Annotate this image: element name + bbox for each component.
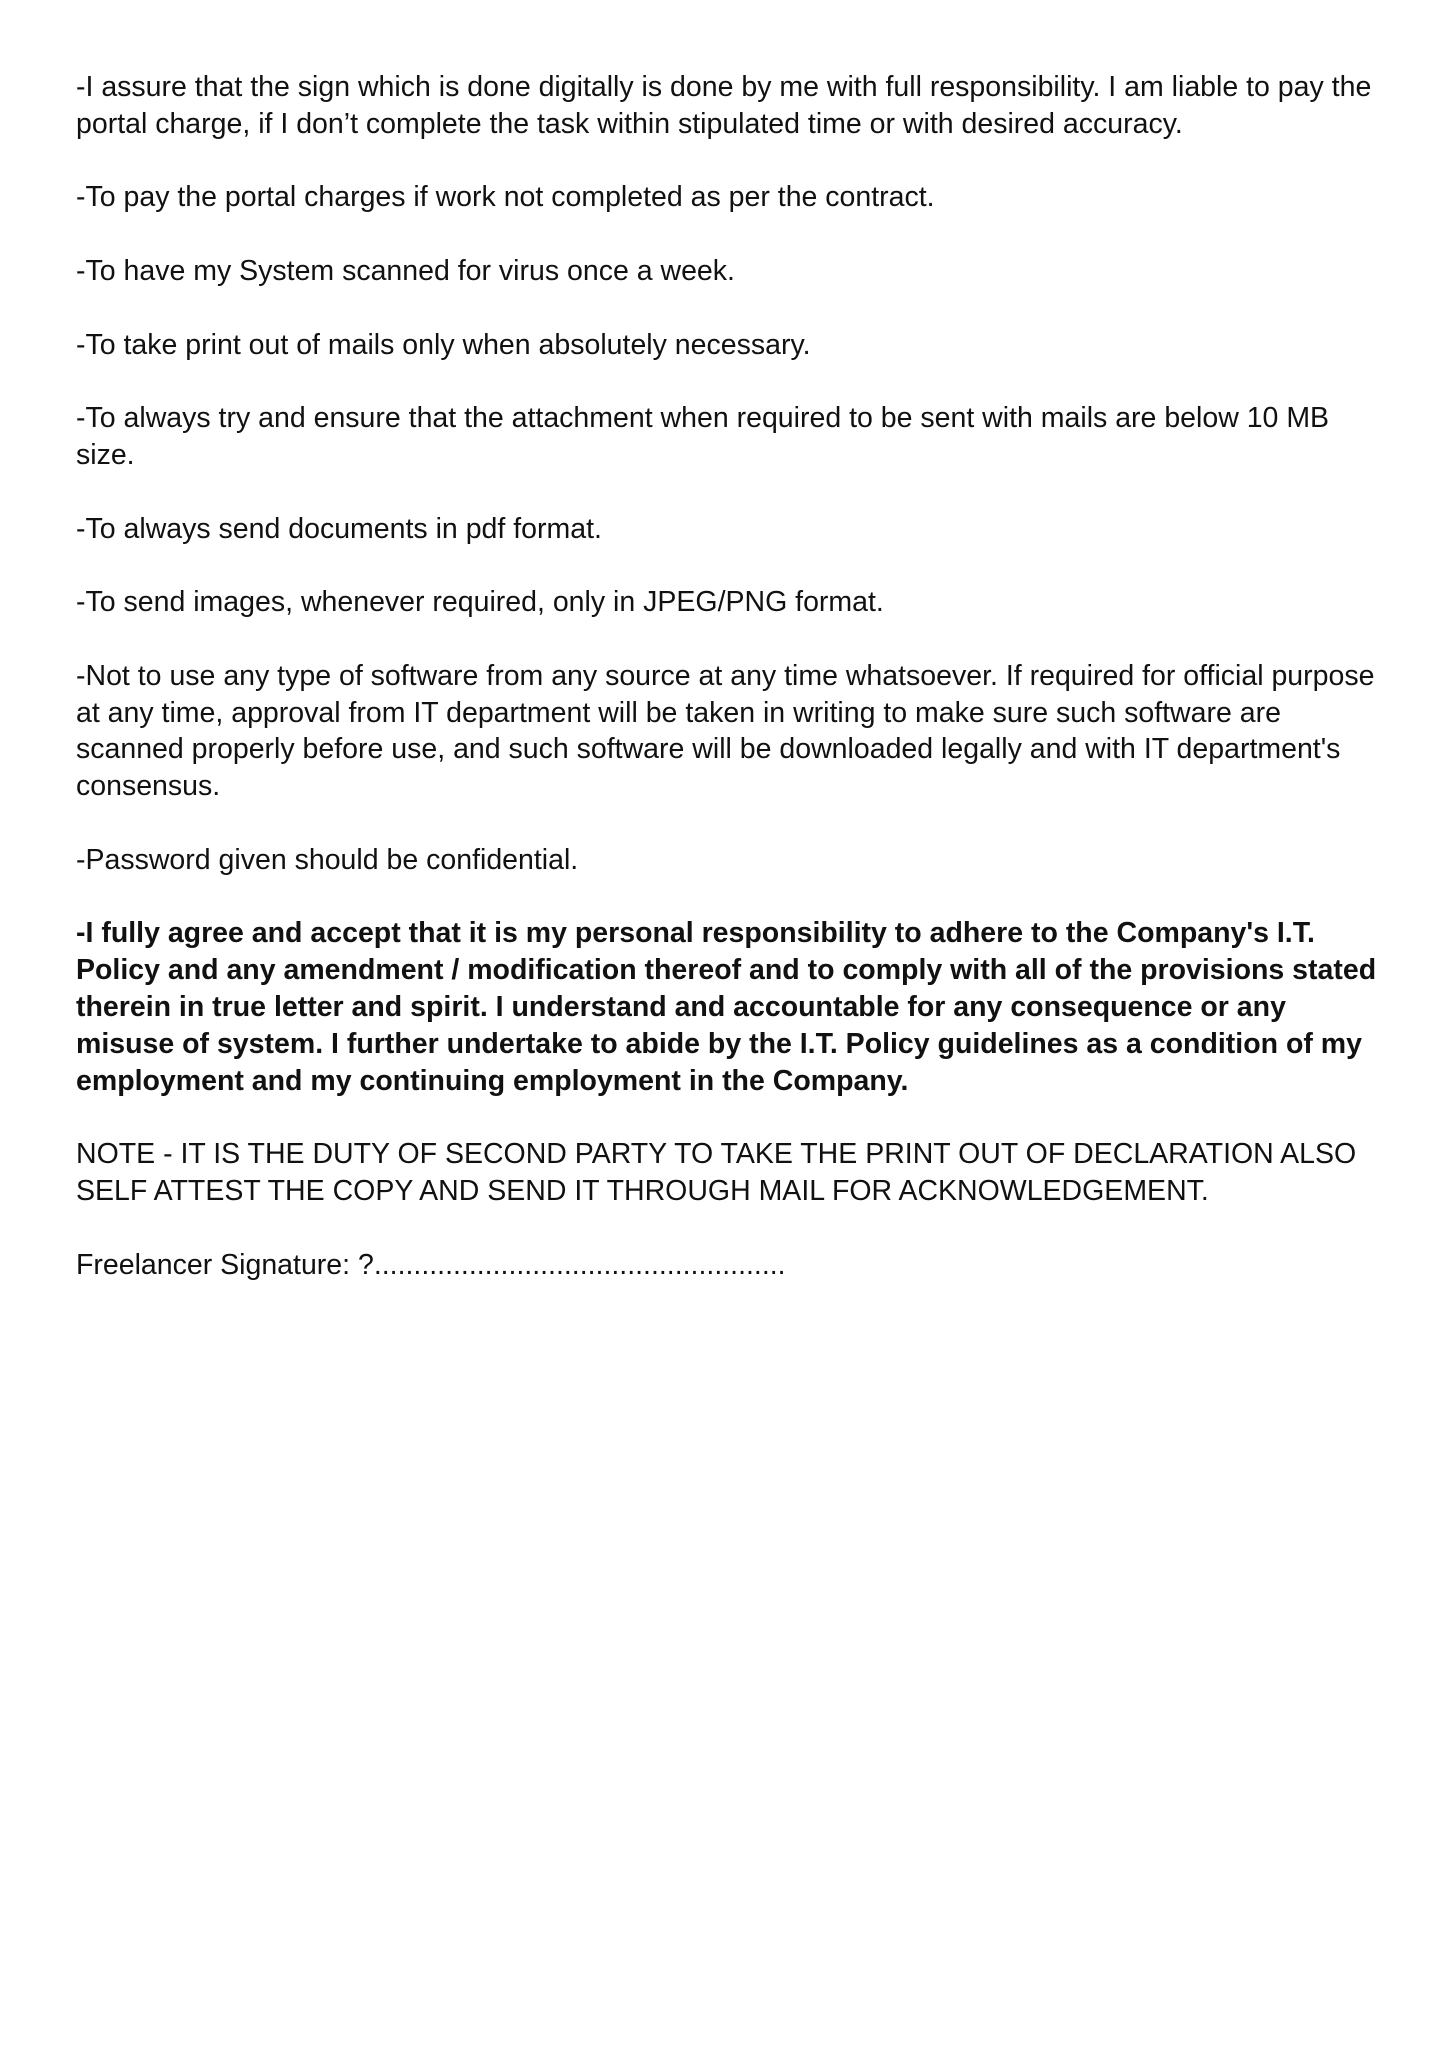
clause-software-use: -Not to use any type of software from any source at any time whatsoever. If required for official purpose at any time, approval from IT department will be taken in writing to make sure such software are scanned properly before use, and such software will be downloaded legally and with IT department's consensus. [76,659,1375,803]
signature-line: Freelancer Signature: ?.................................................... [76,1248,786,1281]
document-body [76,69,1386,1320]
clause-attachment-size: -To always try and ensure that the attachment when required to be sent with mails are below 10 MB size. [76,402,1330,471]
clause-digital-sign: -I assure that the sign which is done digitally is done by me with full responsibility. I am liable to pay the portal charge, if I don’t complete the task within stipulated time or with desired accuracy. [76,71,1372,140]
clause-print-mails: -To take print out of mails only when absolutely necessary. [76,328,811,361]
clause-portal-charges: -To pay the portal charges if work not completed as per the contract. [76,181,935,214]
note-text: NOTE - IT IS THE DUTY OF SECOND PARTY TO TAKE THE PRINT OUT OF DECLARATION ALSO SELF ATTEST THE COPY AND SEND IT THROUGH MAIL FOR ACKNOWLEDGEMENT. [76,1138,1357,1207]
clause-pdf-format: -To always send documents in pdf format. [76,512,602,545]
clause-virus-scan: -To have my System scanned for virus once a week. [76,254,735,287]
clause-image-format: -To send images, whenever required, only in JPEG/PNG format. [76,586,884,619]
clause-password: -Password given should be confidential. [76,843,579,876]
declaration-statement: -I fully agree and accept that it is my personal responsibility to adhere to the Company's I.T. Policy and any amendment / modification thereof and to comply with all of the provisions stated therein in true letter and spirit. I understand and accountable for any consequence or any misuse of system. I further undertake to abide by the I.T. Policy guidelines as a condition of my employment and my continuing employment in the Company. [76,917,1377,1097]
